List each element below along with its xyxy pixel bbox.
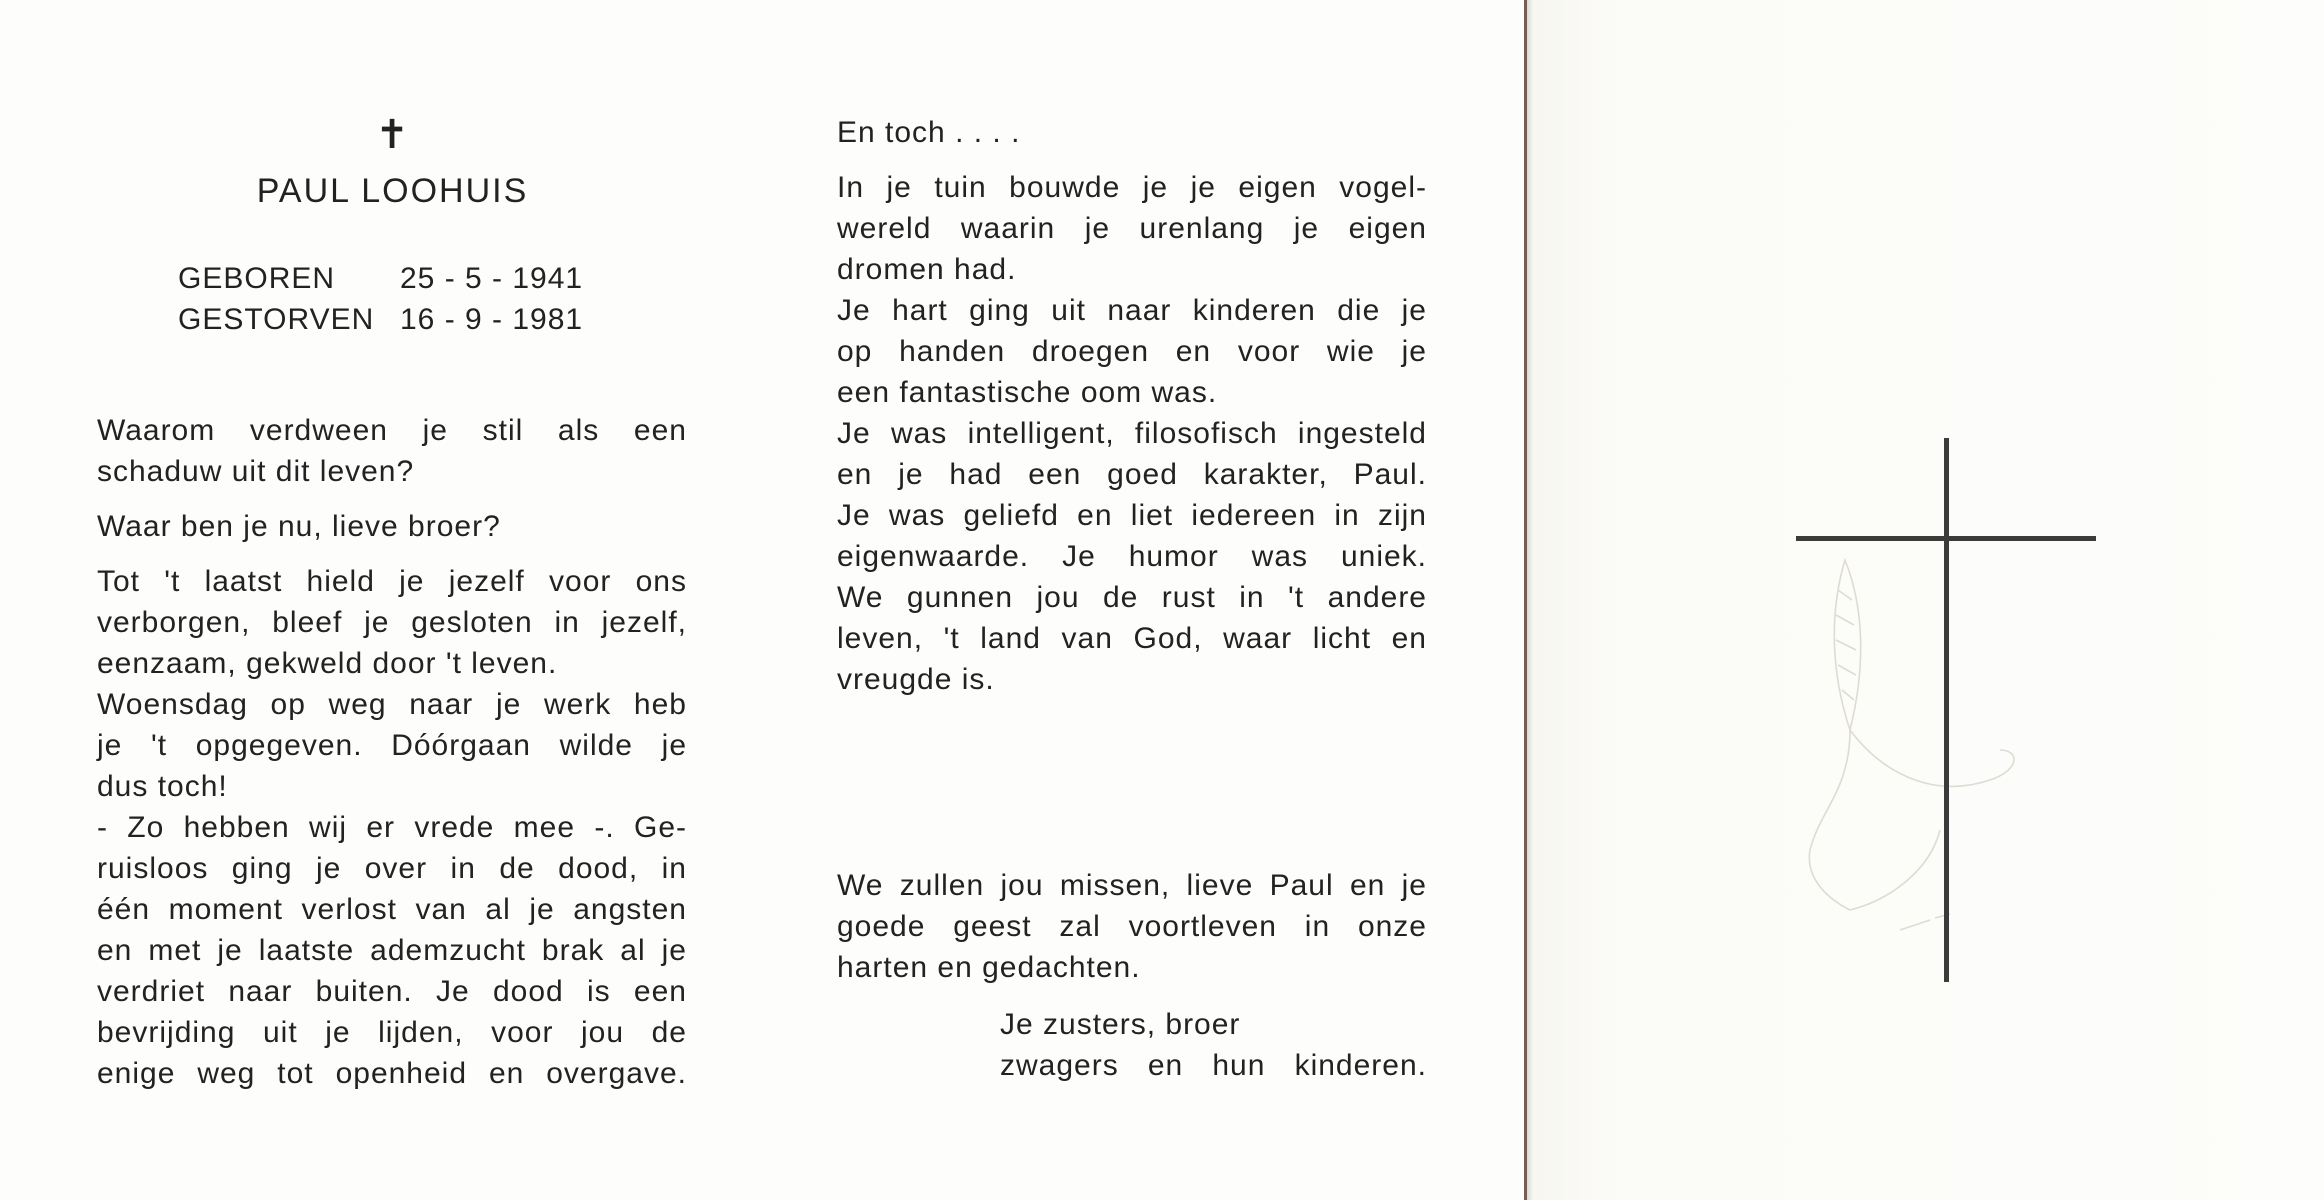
death-date: 16 - 9 - 1981: [400, 303, 584, 336]
text-line: In je tuin bouwde je je eigen vogel-: [837, 171, 1427, 204]
wheat-ear-icon: [1809, 560, 2014, 930]
birth-label: GEBOREN: [178, 262, 336, 295]
text-line: één moment verlost van al je angsten: [97, 893, 687, 926]
text-line: We zullen jou missen, lieve Paul en je: [837, 869, 1427, 902]
text-line: eenzaam, gekweld door 't leven.: [97, 647, 558, 680]
birth-row: [178, 262, 780, 296]
text-line: We gunnen jou de rust in 't andere: [837, 581, 1427, 614]
text-line: Je hart ging uit naar kinderen die je: [837, 294, 1427, 327]
text-line: schaduw uit dit leven?: [97, 455, 415, 488]
death-label: GESTORVEN: [178, 303, 375, 336]
signature: [1000, 1004, 1427, 1086]
cross-vertical-beam: [1944, 438, 1949, 982]
text-line: verdriet naar buiten. Je dood is een: [97, 975, 687, 1008]
text-line: enige weg tot openheid en overgave.: [97, 1057, 687, 1090]
text-line: Waarom verdween je stil als een: [97, 414, 687, 447]
text-line: dus toch!: [97, 770, 228, 803]
fold-shadow: [1527, 0, 1533, 1200]
text-line: eigenwaarde. Je humor was uniek.: [837, 540, 1427, 573]
text-line: verborgen, bleef je gesloten in jezelf,: [97, 606, 687, 639]
text-line: ruisloos ging je over in de dood, in: [97, 852, 687, 885]
text-line: goede geest zal voortleven in onze: [837, 910, 1427, 943]
text-line: je 't opgegeven. Dóórgaan wilde je: [97, 729, 687, 762]
text-line: - Zo hebben wij er vrede mee -. Ge-: [97, 811, 687, 844]
text-line: harten en gedachten.: [837, 951, 1141, 984]
text-line: wereld waarin je urenlang je eigen: [837, 212, 1427, 245]
poem-heading: En toch . . . .: [837, 116, 1021, 149]
text-line: Je was geliefd en liet iedereen in zijn: [837, 499, 1427, 532]
text-line: een fantastische oom was.: [837, 376, 1218, 409]
text-line: Je was intelligent, filosofisch ingesteld: [837, 417, 1427, 450]
birth-date: 25 - 5 - 1941: [400, 262, 584, 295]
signature-line: zwagers en hun kinderen.: [1000, 1049, 1427, 1082]
left-poem: [97, 410, 687, 1094]
text-line: dromen had.: [837, 253, 1017, 286]
deceased-name: PAUL LOOHUIS: [256, 172, 529, 210]
text-line: bevrijding uit je lijden, voor jou de: [97, 1016, 687, 1049]
text-line: en je had een goed karakter, Paul.: [837, 458, 1427, 491]
text-line: Woensdag op weg naar je werk heb: [97, 688, 687, 721]
closing-text: [837, 865, 1427, 988]
text-line: en met je laatste ademzucht brak al je: [97, 934, 687, 967]
text-line: Waar ben je nu, lieve broer?: [97, 510, 501, 543]
text-line: Tot 't laatst hield je jezelf voor ons: [97, 565, 687, 598]
text-line: leven, 't land van God, waar licht en: [837, 622, 1427, 655]
cross-emblem: [1790, 430, 2110, 990]
cross-horizontal-beam: [1796, 536, 2096, 541]
death-row: [178, 303, 780, 337]
text-line: vreugde is.: [837, 663, 995, 696]
cross-symbol: ✝: [375, 113, 409, 157]
signature-line: Je zusters, broer: [1000, 1008, 1241, 1041]
middle-poem: [837, 112, 1427, 700]
text-line: op handen droegen en voor wie je: [837, 335, 1427, 368]
